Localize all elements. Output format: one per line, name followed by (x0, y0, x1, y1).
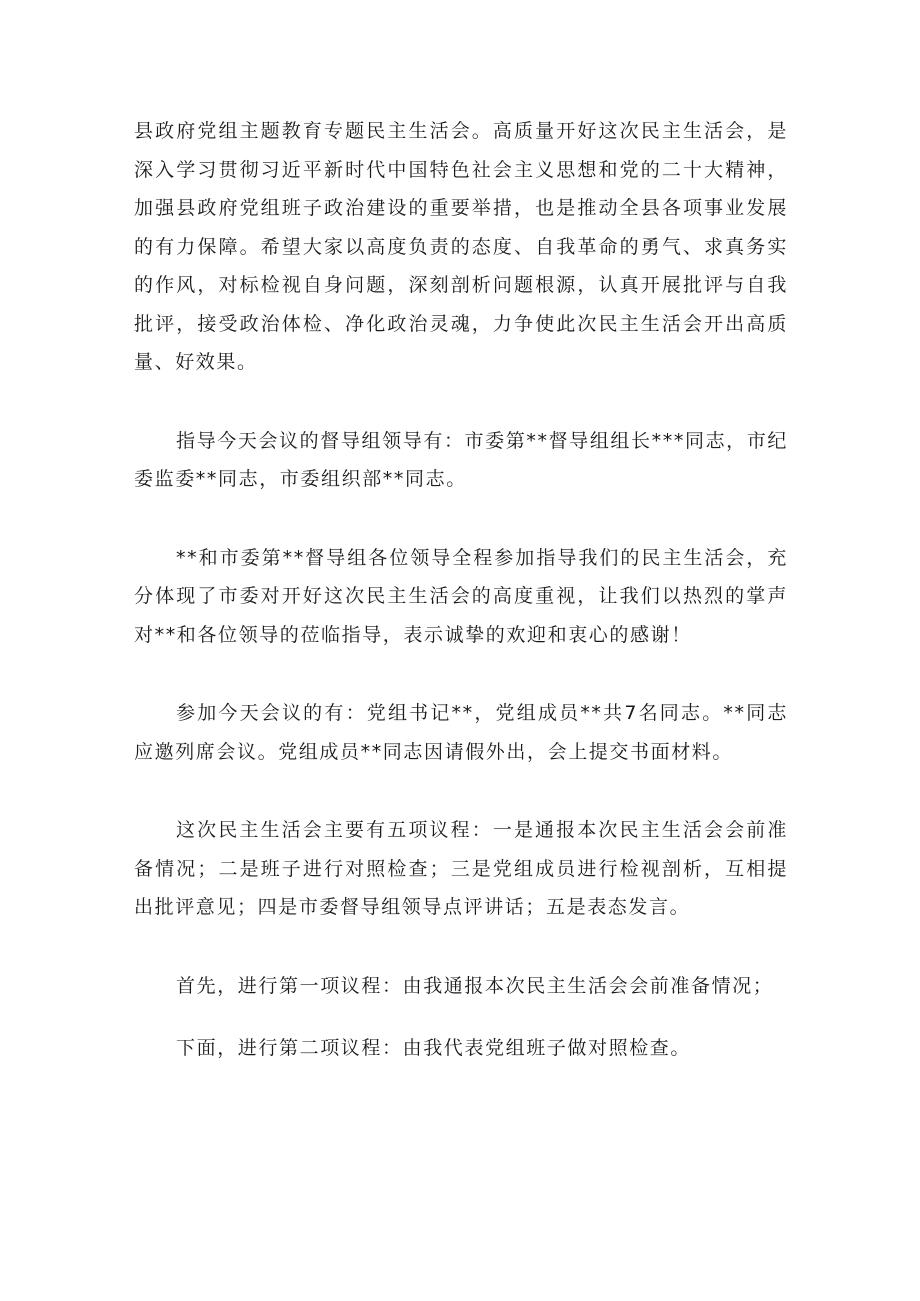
paragraph-thanks: **和市委第**督导组各位领导全程参加指导我们的民主生活会，充分体现了市委对开好这次民主生活会的高度重视，让我们以热烈的掌声对**和各位领导的莅临指导，表示诚挚的欢迎和衷心的感谢！ (134, 546, 788, 646)
paragraph-second-item: 下面，进行第二项议程：由我代表党组班子做对照检查。 (176, 1037, 692, 1059)
paragraph-first-item: 首先，进行第一项议程：由我通报本次民主生活会会前准备情况； (176, 974, 774, 997)
paragraph-supervisors: 指导今天会议的督导组领导有：市委第**督导组组长***同志，市纪委监委**同志，市委组织部**同志。 (134, 429, 788, 490)
document-body (134, 112, 788, 1068)
paragraph-attendees: 参加今天会议的有：党组书记**，党组成员**共7名同志。**同志应邀列席会议。党组成员**同志因请假外出，会上提交书面材料。 (134, 702, 788, 763)
paragraph-opening: 县政府党组主题教育专题民主生活会。高质量开好这次民主生活会，是深入学习贯彻习近平新时代中国特色社会主义思想和党的二十大精神，加强县政府党组班子政治建设的重要举措，也是推动全县各项事业发展的有力保障。希望大家以高度负责的态度、自我革命的勇气、求真务实的作风，对标检视自身问题，深刻剖析问题根源，认真开展批评与自我批评，接受政治体检、净化政治灵魂，力争使此次民主生活会开出高质量、好效果。 (134, 120, 788, 373)
paragraph-agenda: 这次民主生活会主要有五项议程：一是通报本次民主生活会会前准备情况；二是班子进行对照检查；三是党组成员进行检视剖析，互相提出批评意见；四是市委督导组领导点评讲话；五是表态发言。 (134, 819, 788, 918)
